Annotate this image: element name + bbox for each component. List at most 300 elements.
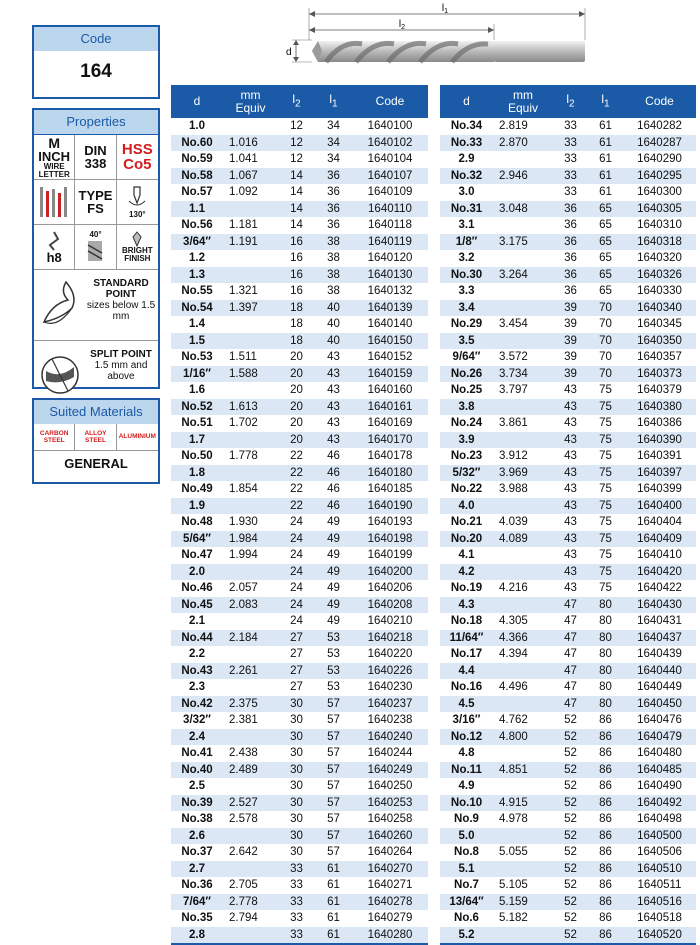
cell-l2: 14 [290, 186, 303, 198]
cell-diameter: 2.0 [171, 564, 223, 581]
table-row [440, 927, 696, 945]
cell-l1: 40 [315, 300, 352, 317]
cell-code: 1640118 [368, 219, 412, 231]
cell-l1: 38 [315, 234, 352, 251]
cell-code: 1640282 [637, 120, 682, 132]
cell-mm-equiv [223, 316, 278, 333]
point-angle-cell [117, 180, 158, 225]
cell-l2: 52 [564, 780, 577, 792]
table-row [440, 597, 696, 614]
cell-diameter: 4.4 [440, 663, 493, 680]
cell-code: 1640169 [367, 417, 413, 429]
cell-l1: 57 [327, 846, 340, 858]
cell-code: 1640305 [623, 201, 696, 218]
cell-l2: 43 [553, 465, 588, 482]
cell-l2: 39 [553, 366, 588, 383]
cell-l2: 47 [553, 663, 588, 680]
cell-code: 1640422 [637, 582, 682, 594]
right-table-header [440, 85, 696, 118]
cell-mm-equiv: 2.578 [229, 813, 258, 825]
cell-diameter: 1.4 [189, 318, 205, 330]
cell-l1: 43 [327, 417, 340, 429]
cell-mm-equiv: 3.572 [499, 351, 528, 363]
table-row [171, 613, 428, 630]
cell-diameter: No.8 [454, 846, 479, 858]
cell-l2: 18 [278, 333, 315, 350]
cell-diameter: No.46 [181, 582, 213, 594]
cell-l2: 16 [278, 234, 315, 251]
col-d-header: d [440, 85, 493, 118]
cell-code: 1640104 [367, 153, 413, 165]
cell-diameter: No.40 [171, 762, 223, 779]
cell-mm-equiv: 4.366 [493, 630, 553, 647]
cell-code: 1640102 [352, 135, 428, 152]
shank-tolerance-icon [44, 231, 64, 251]
table-row [440, 333, 696, 350]
cell-mm-equiv: 2.527 [223, 795, 278, 812]
cell-mm-equiv: 3.454 [499, 318, 528, 330]
cell-mm-equiv [223, 432, 278, 449]
split-point-text [86, 349, 156, 382]
cell-l1: 49 [327, 615, 340, 627]
cell-diameter: No.38 [181, 813, 213, 825]
cell-code: 1640140 [367, 318, 413, 330]
cell-mm-equiv: 5.055 [499, 846, 528, 858]
table-row [171, 168, 428, 185]
cell-l1: 86 [599, 747, 612, 759]
table-row [171, 729, 428, 746]
cell-l1: 65 [588, 201, 623, 218]
cell-diameter: 4.9 [458, 780, 475, 792]
table-row [440, 432, 696, 449]
cell-l1: 49 [315, 597, 352, 614]
cell-l2: 43 [553, 531, 588, 548]
standard-point-desc: sizes below 1.5 mm [86, 300, 156, 322]
cell-code: 1640185 [367, 483, 413, 495]
table-row [440, 168, 696, 185]
cell-diameter: 3.1 [458, 219, 475, 231]
cell-mm-equiv [493, 217, 553, 234]
material-aluminium: ALUMINIUM [118, 433, 156, 441]
cell-mm-equiv: 2.489 [223, 762, 278, 779]
cell-code: 1640440 [623, 663, 696, 680]
letter-label: LETTER [38, 169, 70, 179]
cell-mm-equiv [223, 828, 278, 845]
cell-diameter: No.11 [440, 762, 493, 779]
table-row [440, 844, 696, 861]
cell-l2: 24 [278, 531, 315, 548]
cell-mm-equiv: 1.994 [229, 549, 258, 561]
cell-l2: 36 [553, 267, 588, 284]
table-row [171, 597, 428, 614]
cell-l1: 43 [315, 432, 352, 449]
cell-l2: 22 [290, 450, 303, 462]
cell-code: 1640253 [352, 795, 428, 812]
table-row [171, 663, 428, 680]
table-row [171, 465, 428, 482]
cell-mm-equiv: 1.702 [229, 417, 258, 429]
cell-code: 1640479 [623, 729, 696, 746]
cell-mm-equiv: 3.969 [493, 465, 553, 482]
cell-diameter: 2.9 [458, 153, 475, 165]
cell-mm-equiv [223, 465, 278, 482]
cell-mm-equiv: 2.375 [223, 696, 278, 713]
col-l1-header: $l_1$ [315, 85, 352, 118]
materials-grid [34, 424, 158, 451]
table-row [440, 745, 696, 762]
cell-code: 1640198 [352, 531, 428, 548]
cell-diameter: 1.3 [171, 267, 223, 284]
cell-code: 1640100 [367, 120, 413, 132]
cell-l2: 36 [553, 234, 588, 251]
cell-l1: 75 [588, 531, 623, 548]
code-panel-title: Code [34, 27, 158, 51]
cell-l2: 47 [553, 630, 588, 647]
cell-code: 1640208 [352, 597, 428, 614]
cell-diameter: 1.9 [171, 498, 223, 515]
cell-code: 1640326 [623, 267, 696, 284]
cell-l1: 46 [327, 483, 340, 495]
cell-diameter: 1.2 [189, 252, 205, 264]
cell-l1: 86 [599, 780, 612, 792]
col-code-header: Code [352, 85, 428, 118]
cell-mm-equiv: 1.397 [223, 300, 278, 317]
cell-code: 1640190 [352, 498, 428, 515]
cell-l1: 70 [588, 300, 623, 317]
cell-mm-equiv: 4.800 [493, 729, 553, 746]
type-value: FS [87, 201, 104, 216]
cell-l1: 34 [315, 135, 352, 152]
cell-l1: 75 [588, 498, 623, 515]
cell-mm-equiv: 2.946 [493, 168, 553, 185]
cell-code: 1640340 [623, 300, 696, 317]
table-row [440, 778, 696, 795]
cell-diameter: 7/64″ [171, 894, 223, 911]
cell-diameter: 1.6 [189, 384, 205, 396]
cell-code: 1640178 [367, 450, 413, 462]
cell-l1: 61 [315, 861, 352, 878]
cell-mm-equiv: 1.588 [223, 366, 278, 383]
cell-diameter: No.10 [440, 795, 493, 812]
cell-code: 1640431 [637, 615, 682, 627]
cell-code: 1640380 [623, 399, 696, 416]
cell-mm-equiv: 2.705 [229, 879, 258, 891]
cell-l1: 86 [588, 762, 623, 779]
table-row [440, 795, 696, 812]
cell-diameter: No.54 [171, 300, 223, 317]
cell-l2: 20 [290, 384, 303, 396]
cell-diameter: No.49 [181, 483, 213, 495]
l1-label: $l_1$ [441, 3, 449, 15]
cell-mm-equiv [493, 696, 553, 713]
table-row [171, 910, 428, 927]
cell-mm-equiv: 4.039 [499, 516, 528, 528]
left-spec-table [171, 85, 428, 945]
cell-l2: 43 [564, 417, 577, 429]
cell-code: 1640119 [352, 234, 428, 251]
cell-code: 1640180 [352, 465, 428, 482]
cell-code: 1640170 [352, 432, 428, 449]
cell-diameter: 2.4 [171, 729, 223, 746]
cell-diameter: 5.1 [440, 861, 493, 878]
cell-diameter: 5/32″ [440, 465, 493, 482]
cell-l1: 61 [327, 912, 340, 924]
cell-code: 1640279 [367, 912, 413, 924]
cell-code: 1640320 [637, 252, 682, 264]
type-label: TYPE [78, 188, 113, 203]
cell-code: 1640260 [352, 828, 428, 845]
cell-l2: 52 [564, 813, 577, 825]
cell-l1: 75 [599, 582, 612, 594]
cell-diameter: 3.9 [440, 432, 493, 449]
cell-l1: 57 [315, 729, 352, 746]
standard-point-text [86, 278, 156, 322]
tolerance-value: h8 [46, 249, 62, 265]
cell-mm-equiv [223, 646, 278, 663]
code-value: 164 [80, 61, 112, 82]
table-row [171, 498, 428, 515]
cell-diameter: 5.0 [440, 828, 493, 845]
cell-code: 1640200 [352, 564, 428, 581]
cell-code: 1640410 [637, 549, 682, 561]
table-row [171, 514, 428, 531]
cell-mm-equiv: 2.261 [223, 663, 278, 680]
cell-l2: 43 [564, 384, 577, 396]
cell-code: 1640240 [352, 729, 428, 746]
cell-diameter: No.25 [450, 384, 483, 396]
cell-l2: 47 [564, 648, 577, 660]
cell-l2: 47 [553, 597, 588, 614]
table-row [171, 861, 428, 878]
cell-diameter: No.42 [171, 696, 223, 713]
cell-code: 1640290 [637, 153, 682, 165]
cell-l2: 20 [278, 399, 315, 416]
cell-l1: 86 [588, 729, 623, 746]
table-row [440, 349, 696, 366]
cell-code: 1640357 [637, 351, 682, 363]
cell-diameter: No.9 [454, 813, 479, 825]
table-row [440, 630, 696, 647]
cell-diameter: No.24 [450, 417, 483, 429]
cell-mm-equiv [493, 828, 553, 845]
cell-l1: 86 [588, 795, 623, 812]
table-row [171, 778, 428, 795]
inch-label: INCH [38, 148, 71, 164]
cell-mm-equiv [493, 564, 553, 581]
cell-mm-equiv: 2.870 [493, 135, 553, 152]
cell-l1: 57 [327, 780, 340, 792]
cell-l2: 18 [278, 300, 315, 317]
table-row [171, 234, 428, 251]
materials-general: GENERAL [64, 456, 128, 471]
cell-l1: 75 [588, 432, 623, 449]
table-row [440, 366, 696, 383]
standard-point-title: STANDARD POINT [93, 278, 149, 300]
cell-mm-equiv [223, 382, 278, 399]
cell-l1: 49 [315, 564, 352, 581]
split-point-title: SPLIT POINT [90, 349, 152, 360]
l2-label: $l_2$ [398, 19, 406, 31]
cell-l1: 75 [588, 465, 623, 482]
cell-l1: 61 [588, 168, 623, 185]
table-row [171, 927, 428, 945]
table-row [440, 828, 696, 845]
cell-diameter: No.53 [181, 351, 213, 363]
table-row [440, 712, 696, 729]
left-table-header [171, 85, 428, 118]
cell-code: 1640310 [637, 219, 682, 231]
table-row [440, 201, 696, 218]
table-row [171, 333, 428, 350]
cell-l2: 43 [564, 549, 577, 561]
cell-l2: 24 [278, 564, 315, 581]
cell-l1: 61 [588, 135, 623, 152]
cell-l1: 61 [599, 186, 612, 198]
table-row [171, 481, 428, 498]
cell-mm-equiv [223, 333, 278, 350]
cell-diameter: 2.2 [189, 648, 205, 660]
cell-code: 1640237 [352, 696, 428, 713]
cell-l2: 16 [290, 285, 303, 297]
cell-l2: 52 [553, 828, 588, 845]
cell-mm-equiv: 3.048 [493, 201, 553, 218]
cell-l2: 33 [278, 927, 315, 945]
cell-l2: 52 [564, 714, 577, 726]
cell-l1: 57 [315, 696, 352, 713]
cell-code: 1640278 [352, 894, 428, 911]
cell-l1: 65 [588, 234, 623, 251]
table-row [440, 118, 696, 135]
cell-code: 1640373 [623, 366, 696, 383]
metric-symbol: M [48, 134, 60, 151]
col-mm-equiv-header: mm Equiv [493, 85, 553, 118]
cell-mm-equiv [223, 250, 278, 267]
cell-code: 1640300 [637, 186, 682, 198]
cell-code: 1640498 [637, 813, 682, 825]
col-l1-header: $l_1$ [588, 85, 623, 118]
cell-diameter: No.29 [450, 318, 483, 330]
table-row [440, 663, 696, 680]
cell-diameter: No.57 [181, 186, 213, 198]
table-row [171, 795, 428, 812]
cell-diameter: 1.5 [171, 333, 223, 350]
table-row [171, 762, 428, 779]
cell-l2: 36 [564, 285, 577, 297]
cell-mm-equiv: 2.381 [229, 714, 258, 726]
helix-angle-cell [75, 225, 116, 270]
cell-code: 1640152 [367, 351, 413, 363]
cell-l1: 57 [327, 714, 340, 726]
helix-angle-value: 40° [89, 230, 102, 239]
cell-l2: 27 [278, 630, 315, 647]
cell-l1: 36 [315, 168, 352, 185]
right-table-body [440, 118, 696, 944]
cell-mm-equiv: 2.184 [223, 630, 278, 647]
cell-mm-equiv [493, 184, 553, 201]
cell-l2: 27 [278, 663, 315, 680]
cell-l1: 57 [315, 795, 352, 812]
cell-l2: 16 [290, 252, 303, 264]
cell-mm-equiv: 2.778 [223, 894, 278, 911]
cell-l2: 52 [553, 861, 588, 878]
standard-point-row [34, 270, 158, 341]
cell-l1: 75 [599, 417, 612, 429]
cell-l2: 52 [564, 912, 577, 924]
cell-code: 1640199 [367, 549, 413, 561]
cell-l1: 61 [327, 879, 340, 891]
table-row [440, 316, 696, 333]
cell-diameter: 2.5 [189, 780, 205, 792]
cell-l2: 30 [278, 696, 315, 713]
size-system-cell [34, 135, 75, 180]
cell-code: 1640264 [367, 846, 413, 858]
cell-l1: 80 [588, 597, 623, 614]
drill-image [312, 41, 585, 62]
cell-code: 1640399 [637, 483, 682, 495]
cell-mm-equiv [223, 201, 278, 218]
cell-mm-equiv [493, 399, 553, 416]
table-row [440, 531, 696, 548]
cell-mm-equiv: 1.016 [223, 135, 278, 152]
cell-l2: 33 [278, 861, 315, 878]
cell-mm-equiv [223, 778, 278, 795]
cell-l2: 39 [564, 318, 577, 330]
d-label: d [286, 47, 292, 58]
table-row [440, 894, 696, 911]
cell-diameter: 3.8 [440, 399, 493, 416]
cell-l1: 86 [599, 813, 612, 825]
cell-diameter: 2.7 [171, 861, 223, 878]
cell-l1: 43 [315, 399, 352, 416]
cell-diameter: 2.3 [189, 681, 205, 693]
cell-mm-equiv: 4.978 [499, 813, 528, 825]
cell-mm-equiv: 4.762 [499, 714, 528, 726]
cell-l1: 38 [327, 252, 340, 264]
cell-diameter: No.60 [171, 135, 223, 152]
cell-l1: 70 [599, 351, 612, 363]
cell-diameter: No.7 [454, 879, 479, 891]
table-row [440, 613, 696, 630]
cell-diameter: 5.2 [440, 927, 493, 945]
point-angle-value: 130° [129, 210, 146, 219]
cell-l2: 33 [564, 153, 577, 165]
cell-l1: 65 [588, 267, 623, 284]
table-row [440, 448, 696, 465]
cell-mm-equiv [223, 498, 278, 515]
table-row [440, 217, 696, 234]
cell-mm-equiv: 1.930 [229, 516, 258, 528]
cell-mm-equiv: 1.321 [229, 285, 258, 297]
col-l2-header: $l_2$ [278, 85, 315, 118]
table-row [440, 250, 696, 267]
table-row [171, 415, 428, 432]
cell-diameter: No.56 [181, 219, 213, 231]
cell-l2: 33 [553, 135, 588, 152]
table-row [171, 811, 428, 828]
cell-diameter: No.21 [450, 516, 483, 528]
cell-mm-equiv [493, 498, 553, 515]
cell-diameter: No.39 [171, 795, 223, 812]
table-row [171, 316, 428, 333]
cell-diameter: 4.0 [440, 498, 493, 515]
cell-l2: 20 [290, 351, 303, 363]
cell-l1: 80 [599, 615, 612, 627]
cell-code: 1640390 [623, 432, 696, 449]
cell-mm-equiv: 3.797 [499, 384, 528, 396]
cell-l2: 43 [564, 582, 577, 594]
properties-title: Properties [34, 110, 158, 134]
cell-mm-equiv: 2.642 [229, 846, 258, 858]
